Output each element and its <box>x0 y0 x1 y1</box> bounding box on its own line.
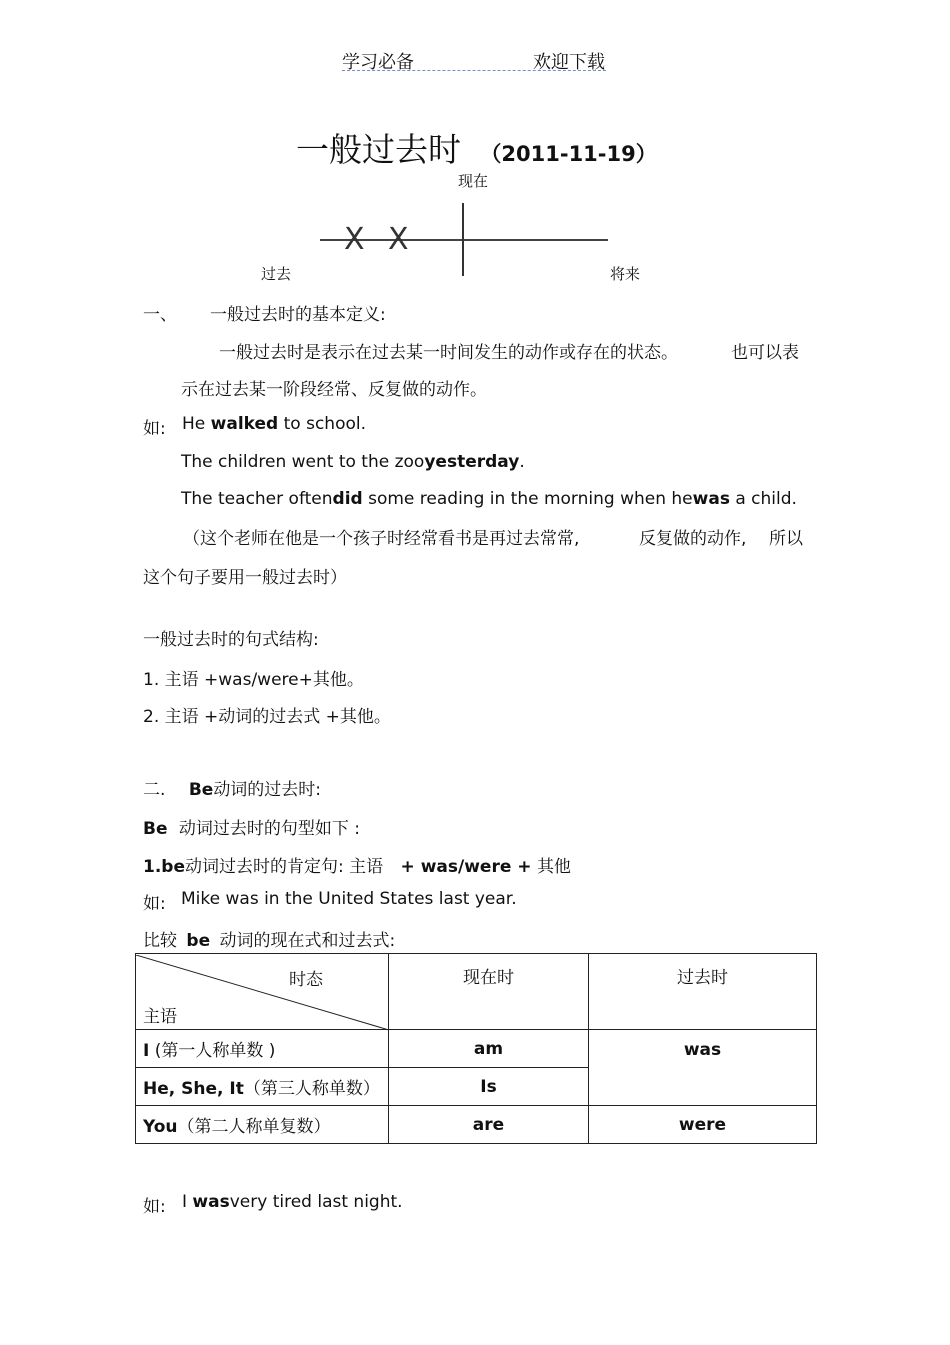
table-header-row <box>136 954 817 1030</box>
structure-2: 2. 主语 +动词的过去式 +其他。 <box>143 707 391 727</box>
table-present-cell: are <box>389 1106 589 1144</box>
table-corner-cell <box>136 954 389 1030</box>
timeline-future-label: 将来 <box>610 265 641 283</box>
definition-line1b: 也可以表 <box>731 343 799 363</box>
example-3-middle: some reading in the morning when he <box>362 489 693 509</box>
table-col-present: 现在时 <box>389 954 589 1030</box>
table-col-past: 过去时 <box>589 954 817 1030</box>
timeline-mark-2: X <box>388 222 409 257</box>
table-subject-cell <box>136 1030 389 1068</box>
subject-name: He, She, It <box>143 1079 244 1099</box>
affirmative-rule <box>143 852 571 877</box>
affirmative-other: 其他 <box>536 857 571 877</box>
compare-text-a: 比较 <box>143 931 177 951</box>
table-past-you-cell: were <box>589 1106 817 1144</box>
structure-1: 1. 主语 +was/were+其他。 <box>143 670 364 690</box>
title-date: （2011-11-19） <box>480 142 657 166</box>
be-pattern-text: 动词过去时的句型如下 : <box>178 819 361 839</box>
example-label: 如: <box>143 419 166 439</box>
table-subject-cell <box>136 1106 389 1144</box>
final-example-label: 如: <box>143 1197 166 1217</box>
structure-heading: 一般过去时的句式结构: <box>143 630 319 650</box>
timeline-now-marker <box>462 203 464 276</box>
be-pattern-intro <box>143 814 360 839</box>
section2-title <box>143 775 321 800</box>
example-3-verb1: did <box>332 489 363 509</box>
section1-number: 一、 <box>143 305 177 325</box>
table-present-cell: am <box>389 1030 589 1068</box>
section2-be: Be <box>188 780 214 800</box>
example-3 <box>181 489 797 509</box>
header-divider <box>342 70 606 71</box>
title-main: 一般过去时 <box>296 130 461 169</box>
subject-name: I <box>143 1041 150 1061</box>
example-3-verb2: was <box>692 489 730 509</box>
compare-heading <box>143 926 395 951</box>
affirmative-text: 动词过去时的肯定句: 主语 <box>185 857 384 877</box>
timeline-past-label: 过去 <box>261 265 292 283</box>
example-2 <box>181 452 525 472</box>
example-2-keyword: yesterday <box>424 452 520 472</box>
page-title <box>296 124 657 171</box>
compare-be: be <box>186 931 211 951</box>
be-comparison-table <box>135 953 817 1144</box>
subject-note: （第三人称单数） <box>243 1079 380 1099</box>
definition-line2: 示在过去某一阶段经常、反复做的动作。 <box>181 380 487 400</box>
table-present-cell: Is <box>389 1068 589 1106</box>
be-example-label: 如: <box>143 894 166 914</box>
example-2-rest: . <box>519 452 525 472</box>
example-1-rest: to school. <box>278 414 366 434</box>
table-past-singular-cell: was <box>589 1030 817 1106</box>
table-corner-subject: 主语 <box>143 1006 177 1027</box>
affirmative-number: 1.be <box>143 857 185 877</box>
final-example-rest: very tired last night. <box>229 1192 403 1212</box>
affirmative-formula: + was/were + <box>400 857 532 877</box>
section1-heading: 一般过去时的基本定义: <box>210 305 386 325</box>
final-example-text: I <box>182 1192 193 1212</box>
header-right: 欢迎下载 <box>533 52 605 73</box>
subject-name: You <box>143 1117 178 1137</box>
be-pattern-be: Be <box>143 819 168 839</box>
timeline-now-label: 现在 <box>458 172 489 190</box>
example-1-verb: walked <box>210 414 279 434</box>
definition-line1a: 一般过去时是表示在过去某一时间发生的动作或存在的状态。 <box>219 343 678 363</box>
table-corner-tense: 时态 <box>289 969 323 990</box>
table-row <box>136 1030 817 1068</box>
table-row <box>136 1106 817 1144</box>
timeline-mark-1: X <box>344 222 365 257</box>
note-line2: 这个句子要用一般过去时） <box>143 568 347 588</box>
compare-text-c: 动词的现在式和过去式: <box>219 931 396 951</box>
example-1-text: He <box>182 414 211 434</box>
section2-heading: 动词的过去时: <box>213 780 322 800</box>
be-example: Mike was in the United States last year. <box>181 889 517 909</box>
example-2-text: The children went to the zoo <box>181 452 425 472</box>
note-line1c: 所以 <box>769 529 803 549</box>
example-3-rest: a child. <box>729 489 797 509</box>
example-3-text: The teacher often <box>181 489 333 509</box>
note-line1b: 反复做的动作, <box>639 529 747 549</box>
table-subject-cell <box>136 1068 389 1106</box>
subject-note: (第一人称单数 ) <box>149 1041 276 1061</box>
header-left: 学习必备 <box>342 52 414 73</box>
example-1 <box>182 414 366 434</box>
note-line1a: （这个老师在他是一个孩子时经常看书是再过去常常, <box>183 529 580 549</box>
final-example-verb: was <box>192 1192 230 1212</box>
section2-number: 二. <box>143 780 166 800</box>
subject-note: （第二人称单复数） <box>177 1117 331 1137</box>
final-example <box>182 1192 403 1212</box>
